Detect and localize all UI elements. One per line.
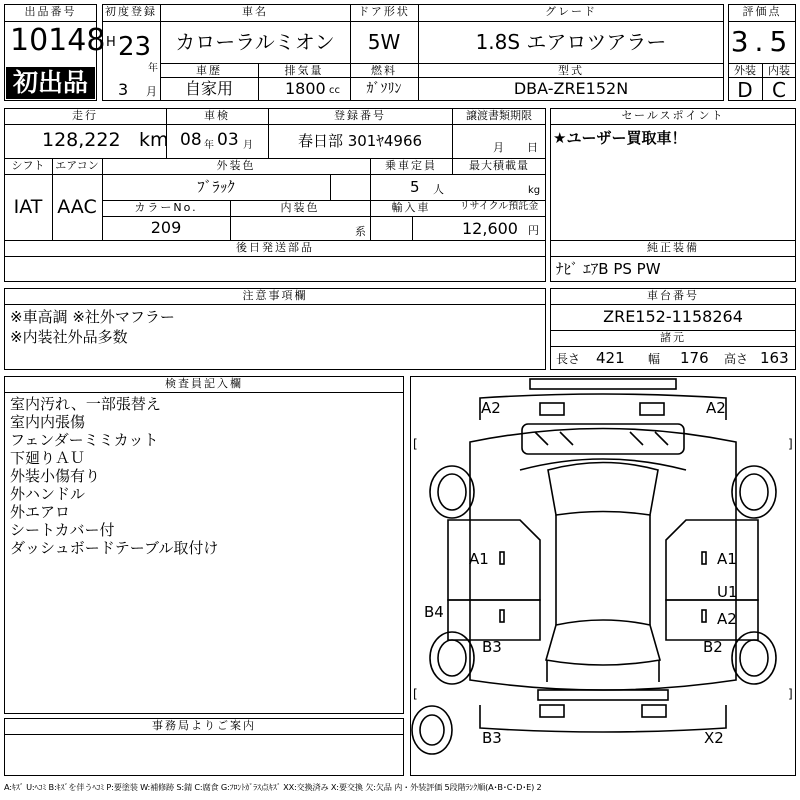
- grade: 1.8S エアロツアラー: [475, 30, 667, 54]
- registration-year-unit: 年: [148, 63, 158, 74]
- recycle-fee-unit: 円: [528, 224, 539, 237]
- exterior-color-label: 外装色: [216, 159, 256, 172]
- model-code-label: 型式: [558, 64, 584, 77]
- lot-number: 10148: [10, 23, 106, 58]
- damage-mark: B2: [703, 638, 723, 656]
- plate-number: 春日部 301ﾔ4966: [297, 132, 423, 150]
- length-label: 長さ: [556, 352, 581, 366]
- max-load-unit: kg: [528, 185, 541, 196]
- score-label: 評価点: [742, 5, 782, 18]
- inspection-label: 車検: [204, 109, 230, 122]
- door-type: 5W: [367, 30, 401, 54]
- height-label: 高さ: [724, 352, 749, 366]
- recycle-label: リサイクル預託金: [459, 201, 539, 212]
- capacity-unit: 人: [433, 183, 444, 196]
- inspector-label: 検査員記入欄: [165, 377, 243, 390]
- registration-month-unit: 月: [146, 85, 157, 98]
- exterior-label: 外装: [734, 64, 756, 77]
- inspection-month-unit: 月: [243, 140, 253, 151]
- damage-mark: A1: [469, 550, 489, 568]
- mileage: 128,222: [42, 129, 121, 151]
- shift: IAT: [13, 196, 43, 218]
- inspection-year-unit: 年: [204, 140, 214, 151]
- inspector-line: 外エアロ: [10, 503, 71, 521]
- damage-mark: B4: [424, 603, 444, 621]
- office-label: 事務局よりご案内: [152, 719, 256, 732]
- damage-mark: A2: [706, 399, 726, 417]
- aircon: AAC: [57, 196, 97, 218]
- first-listing-badge: 初出品: [6, 67, 95, 99]
- length: 421: [596, 349, 625, 367]
- inspection-month: 03: [217, 130, 239, 150]
- interior-color-label: 内装色: [280, 201, 320, 214]
- exterior-color: ﾌﾞﾗｯｸ: [197, 178, 235, 196]
- damage-mark: A2: [717, 610, 737, 628]
- legend: A:ｷｽﾞ U:ﾍｺﾐ B:ｷｽﾞを伴うﾍｺﾐ P:要塗装 W:補修跡 S:錆 C:腐食 G:ﾌﾛﾝﾄｶﾞﾗｽ点ｷｽﾞ XX:交換済み X:要交換 欠:欠品 内・外装評価 5段階ﾗﾝｸ順(A･B･C･D･E) 2: [4, 782, 542, 792]
- aircon-label: エアコン: [55, 159, 99, 172]
- damage-mark: X2: [704, 729, 724, 747]
- capacity: 5: [410, 178, 420, 196]
- car-name-label: 車名: [242, 5, 268, 18]
- car-name: カローラルミオン: [175, 30, 335, 54]
- caution-label: 注意事項欄: [242, 289, 308, 302]
- color-number-label: カラーNo.: [134, 201, 198, 214]
- displacement-label: 排気量: [284, 64, 324, 77]
- shift-label: シフト: [11, 159, 45, 172]
- damage-mark: A1: [717, 550, 737, 568]
- recycle-fee: 12,600: [462, 219, 518, 238]
- mileage-label: 走行: [72, 109, 98, 122]
- inspector-line: 外ハンドル: [10, 485, 86, 503]
- inspector-line: フェンダーミミカット: [10, 431, 159, 449]
- equipment: ﾅﾋﾞ ｴｱB PS PW: [556, 260, 661, 278]
- transfer-day-unit: 日: [527, 141, 538, 154]
- later-parts-label: 後日発送部品: [236, 241, 314, 254]
- inspector-line: 室内汚れ、一部張替え: [10, 395, 161, 413]
- chassis-label: 車台番号: [647, 289, 699, 302]
- bracket-open: [: [413, 437, 418, 451]
- overall-score: 3.5: [730, 25, 794, 58]
- interior-grade: C: [772, 78, 786, 102]
- inspector-line: 外装小傷有り: [10, 467, 101, 485]
- fuel: ｶﾞｿﾘﾝ: [366, 81, 402, 97]
- width-label: 幅: [648, 352, 661, 366]
- color-number: 209: [150, 218, 182, 237]
- history-label: 車歴: [196, 64, 222, 77]
- displacement-unit: cc: [329, 85, 340, 96]
- exterior-grade: D: [737, 78, 753, 102]
- interior-color-unit: 系: [355, 225, 366, 238]
- fuel-label: 燃料: [371, 64, 397, 77]
- plate-label: 登録番号: [334, 109, 386, 122]
- damage-mark: U1: [717, 583, 738, 601]
- first-registration-label: 初度登録: [105, 5, 157, 18]
- door-label: ドア形状: [358, 5, 410, 18]
- bracket-close: ]: [788, 687, 793, 701]
- sales-point: ★ユーザー買取車！: [553, 129, 687, 147]
- capacity-label: 乗車定員: [385, 159, 437, 172]
- lot-label: 出品番号: [24, 5, 77, 18]
- inspector-line: 室内内張傷: [10, 413, 86, 431]
- import-label: 輸入車: [391, 201, 431, 214]
- max-load-label: 最大積載量: [469, 159, 529, 172]
- caution-line: ※車高調 ※社外マフラー: [10, 308, 175, 326]
- inspection-year: 08: [180, 130, 202, 150]
- inspector-line: シートカバー付: [10, 521, 115, 539]
- damage-mark: A2: [481, 399, 501, 417]
- mileage-unit: km: [139, 129, 169, 151]
- grade-label: グレード: [545, 5, 597, 18]
- bracket-open: [: [413, 687, 418, 701]
- transfer-deadline-label: 譲渡書類期限: [466, 109, 532, 122]
- damage-mark: B3: [482, 729, 502, 747]
- history: 自家用: [184, 79, 233, 98]
- inspector-line: ダッシュボードテーブル取付け: [10, 539, 219, 557]
- equipment-label: 純正装備: [647, 241, 699, 254]
- transfer-month-unit: 月: [493, 141, 504, 154]
- displacement: 1800: [285, 79, 326, 98]
- bracket-close: ]: [788, 437, 793, 451]
- chassis-number: ZRE152-1158264: [603, 307, 743, 326]
- registration-year: 23: [118, 32, 152, 62]
- era-letter: H: [106, 35, 116, 50]
- model-code: DBA-ZRE152N: [513, 79, 629, 98]
- specs-label: 諸元: [660, 331, 686, 344]
- width: 176: [680, 349, 709, 367]
- caution-line: ※内装社外品多数: [10, 328, 128, 346]
- damage-mark: B3: [482, 638, 502, 656]
- sales-point-label: セールスポイント: [621, 109, 725, 122]
- interior-label: 内装: [768, 64, 790, 77]
- registration-month: 3: [118, 80, 129, 99]
- inspector-line: 下廻りＡＵ: [10, 449, 86, 467]
- height: 163: [760, 349, 789, 367]
